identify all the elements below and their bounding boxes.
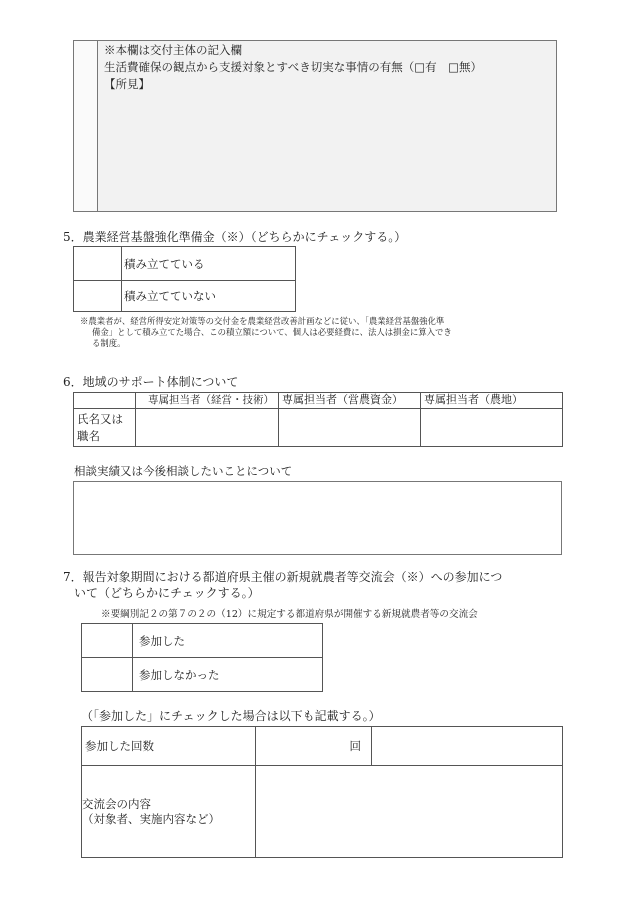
attendance-count-label: 参加した回数: [82, 727, 256, 766]
attendance-count-cell[interactable]: [256, 727, 372, 766]
header-farm-funding: 専属担当者（営農資金）: [279, 393, 421, 409]
support-staff-table: [73, 392, 563, 447]
row-label-line: 職名: [77, 428, 100, 443]
option-label-reserve-yes: 積み立てている: [122, 247, 296, 281]
section5-note-line: る制度。: [92, 337, 126, 348]
input-management-tech-staff[interactable]: [136, 409, 279, 447]
section7-heading-line: いて（どちらかにチェックする。）: [74, 585, 260, 600]
meeting-content-label-line: 交流会の内容: [82, 796, 151, 811]
count-unit: 回: [349, 739, 361, 753]
section5-note: [80, 316, 452, 349]
section5-note-line: ※農業者が、経営所得安定対策等の交付金を農業経営改善計画などに従い、「農業経営基盤強化準: [80, 316, 445, 326]
attendance-details-table: [81, 726, 563, 858]
option-label-attended: 参加した: [133, 624, 323, 658]
section7-options-table: [81, 623, 323, 692]
section7-heading-line: 7．報告対象期間における都道府県主催の新規就農者等交流会（※）への参加につ: [63, 570, 503, 584]
row-label-name-or-title: [74, 409, 136, 447]
meeting-content-input[interactable]: [256, 766, 563, 858]
section5-note-line: 備金」として積み立てた場合、この積立額について、個人は必要経費に、法人は損金に算入でき: [92, 326, 452, 337]
remarks-opinion-label: 【所見】: [104, 77, 150, 91]
checkbox-attended[interactable]: [82, 624, 133, 658]
option-label-reserve-no: 積み立てていない: [122, 281, 296, 312]
meeting-content-label: [82, 766, 256, 858]
row-label-line: 氏名又は: [77, 411, 123, 426]
section5-options-table: [73, 246, 296, 312]
remarks-note: ※本欄は交付主体の記入欄: [104, 43, 242, 57]
section7-note: ※要綱別記２の第７の２の（12）に規定する都道府県が開催する新規就農者等の交流会: [101, 609, 478, 620]
checkbox-not-attended[interactable]: [82, 658, 133, 692]
input-farm-funding-staff[interactable]: [279, 409, 421, 447]
option-label-not-attended: 参加しなかった: [133, 658, 323, 692]
table-header-blank: [74, 393, 136, 409]
remarks-circumstances-question: 生活費確保の観点から支援対象とすべき切実な事情の有無（□有 □無）: [104, 60, 482, 74]
followup-instruction: （「参加した」にチェックした場合は以下も記載する。）: [81, 709, 381, 723]
header-management-tech: 専属担当者（経営・技術）: [136, 393, 279, 409]
consultation-input-box[interactable]: [73, 481, 562, 555]
remarks-content: [104, 42, 482, 93]
issuer-remarks-box: [73, 40, 557, 212]
consultation-label: 相談実績又は今後相談したいことについて: [74, 464, 293, 478]
input-farmland-staff[interactable]: [421, 409, 563, 447]
section6-heading: 6．地域のサポート体制について: [63, 375, 239, 389]
section7-heading: [63, 570, 502, 601]
checkbox-reserve-no[interactable]: [74, 281, 122, 312]
remarks-check-column: [74, 41, 98, 211]
section5-heading: 5．農業経営基盤強化準備金（※）（どちらかにチェックする。）: [63, 230, 407, 244]
header-farmland: 専属担当者（農地）: [421, 393, 563, 409]
checkbox-reserve-yes[interactable]: [74, 247, 122, 281]
meeting-content-label-line: （対象者、実施内容など）: [82, 811, 220, 826]
attendance-count-extra-cell: [372, 727, 563, 766]
